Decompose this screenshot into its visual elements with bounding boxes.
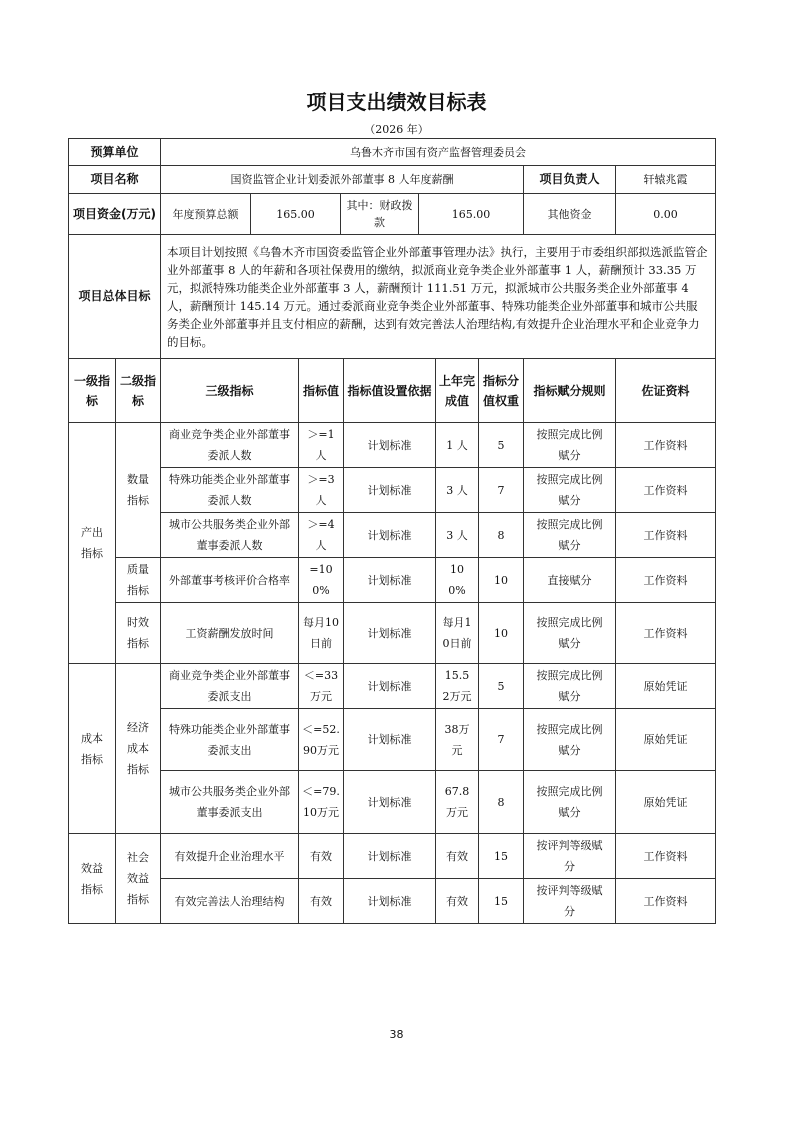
scoring-rule: 按评判等级赋分 [524,834,616,879]
annual-total-value: 165.00 [251,194,341,235]
last-year-value: 67.8万元 [436,771,479,834]
evidence: 工作资料 [616,879,716,924]
level1-indicator: 效益指标 [69,834,116,924]
year-label: （2026 年） [364,123,429,136]
table-row [69,879,716,924]
last-year-value: 100% [436,558,479,603]
indicator-value: ＜=52.90万元 [299,709,344,771]
table-row [69,513,716,558]
indicator-name: 特殊功能类企业外部董事委派支出 [161,709,299,771]
evidence: 工作资料 [616,468,716,513]
indicator-value: ＜=79.10万元 [299,771,344,834]
other-fund-value: 0.00 [616,194,716,235]
last-year-value: 15.52万元 [436,664,479,709]
evidence: 工作资料 [616,603,716,664]
indicator-basis: 计划标准 [344,603,436,664]
indicator-value: 有效 [299,834,344,879]
project-fund-label: 项目资金(万元) [69,194,161,235]
table-row [69,423,716,468]
indicator-name: 商业竞争类企业外部董事委派支出 [161,664,299,709]
evidence: 工作资料 [616,423,716,468]
level1-indicator: 产出指标 [69,423,116,664]
evidence: 工作资料 [616,558,716,603]
indicator-basis: 计划标准 [344,771,436,834]
level2-indicator: 时效指标 [116,603,161,664]
indicator-basis: 计划标准 [344,423,436,468]
indicator-name: 有效提升企业治理水平 [161,834,299,879]
overall-goal-text: 本项目计划按照《乌鲁木齐市国资委监管企业外部董事管理办法》执行，主要用于市委组织部拟选派监管企业外部董事 8 人的年薪和各项社保费用的缴纳，拟派商业竞争类企业外部董事 1 人，薪酬预计 33.35 万元，拟派特殊功能类企业外部董事 3 人，薪酬预计 111.51 万元，拟派城市公共服务类企业外部董事 4 人，薪酬预计 145.14 万元。通过委派商业竞争类企业外部董事、特殊功能类企业外部董事和城市公共服务类企业外部董事并且支付相应的薪酬，达到有效完善法人治理结构,有效提升企业治理水平和企业竞争力的目标。 [161,235,716,359]
level2-indicator: 社会效益指标 [116,834,161,924]
table-row [69,603,716,664]
column-header: 一级指标 [69,359,116,423]
page-title: 项目支出绩效目标表 [306,90,487,114]
level2-indicator: 经济成本指标 [116,664,161,834]
scoring-rule: 按照完成比例赋分 [524,423,616,468]
indicator-name: 商业竞争类企业外部董事委派人数 [161,423,299,468]
last-year-value: 有效 [436,834,479,879]
indicator-value: ＞=1人 [299,423,344,468]
level1-indicator: 成本指标 [69,664,116,834]
column-header: 指标赋分规则 [524,359,616,423]
indicator-table [68,358,716,924]
level2-indicator: 质量指标 [116,558,161,603]
weight: 10 [479,558,524,603]
fiscal-value: 165.00 [419,194,524,235]
other-fund-label: 其他资金 [524,194,616,235]
last-year-value: 3 人 [436,513,479,558]
last-year-value: 每月10日前 [436,603,479,664]
column-header: 指标值设置依据 [344,359,436,423]
table-row [69,834,716,879]
indicator-value: 有效 [299,879,344,924]
last-year-value: 有效 [436,879,479,924]
evidence: 工作资料 [616,513,716,558]
header-row [69,359,716,423]
indicator-basis: 计划标准 [344,468,436,513]
last-year-value: 38万元 [436,709,479,771]
indicator-name: 城市公共服务类企业外部董事委派支出 [161,771,299,834]
indicator-value: ＞=3人 [299,468,344,513]
indicator-basis: 计划标准 [344,664,436,709]
table-row [69,558,716,603]
project-owner-label: 项目负责人 [524,166,616,194]
project-name-label: 项目名称 [69,166,161,194]
indicator-basis: 计划标准 [344,834,436,879]
last-year-value: 3 人 [436,468,479,513]
scoring-rule: 按照完成比例赋分 [524,771,616,834]
column-header: 二级指标 [116,359,161,423]
evidence: 原始凭证 [616,709,716,771]
table-row [69,771,716,834]
scoring-rule: 按照完成比例赋分 [524,664,616,709]
fiscal-label: 其中：财政拨款 [341,194,419,235]
column-header: 上年完成值 [436,359,479,423]
indicator-basis: 计划标准 [344,558,436,603]
indicator-name: 有效完善法人治理结构 [161,879,299,924]
column-header: 佐证资料 [616,359,716,423]
scoring-rule: 按照完成比例赋分 [524,603,616,664]
indicator-name: 工资薪酬发放时间 [161,603,299,664]
scoring-rule: 按照完成比例赋分 [524,468,616,513]
budget-unit-value: 乌鲁木齐市国有资产监督管理委员会 [161,139,716,166]
evidence: 工作资料 [616,834,716,879]
indicator-name: 外部董事考核评价合格率 [161,558,299,603]
overall-goal-label: 项目总体目标 [69,235,161,359]
indicator-basis: 计划标准 [344,513,436,558]
indicator-value: ＞=4人 [299,513,344,558]
scoring-rule: 按照完成比例赋分 [524,709,616,771]
indicator-value: 每月10日前 [299,603,344,664]
page-number: 38 [389,1028,404,1041]
last-year-value: 1 人 [436,423,479,468]
weight: 15 [479,879,524,924]
table-row [69,468,716,513]
indicator-value: =100% [299,558,344,603]
project-name-value: 国资监管企业计划委派外部董事 8 人年度薪酬 [161,166,524,194]
weight: 8 [479,771,524,834]
weight: 10 [479,603,524,664]
indicator-basis: 计划标准 [344,709,436,771]
project-owner-value: 轩辕兆霞 [616,166,716,194]
annual-total-label: 年度预算总额 [161,194,251,235]
weight: 5 [479,664,524,709]
indicator-name: 城市公共服务类企业外部董事委派人数 [161,513,299,558]
budget-unit-label: 预算单位 [69,139,161,166]
project-info-table [68,138,716,359]
weight: 5 [479,423,524,468]
indicator-basis: 计划标准 [344,879,436,924]
scoring-rule: 直接赋分 [524,558,616,603]
indicator-value: ＜=33万元 [299,664,344,709]
evidence: 原始凭证 [616,771,716,834]
weight: 8 [479,513,524,558]
column-header: 指标值 [299,359,344,423]
weight: 7 [479,468,524,513]
level2-indicator: 数量指标 [116,423,161,558]
evidence: 原始凭证 [616,664,716,709]
scoring-rule: 按评判等级赋分 [524,879,616,924]
scoring-rule: 按照完成比例赋分 [524,513,616,558]
weight: 15 [479,834,524,879]
column-header: 指标分值权重 [479,359,524,423]
weight: 7 [479,709,524,771]
table-row [69,664,716,709]
column-header: 三级指标 [161,359,299,423]
table-row [69,709,716,771]
indicator-name: 特殊功能类企业外部董事委派人数 [161,468,299,513]
